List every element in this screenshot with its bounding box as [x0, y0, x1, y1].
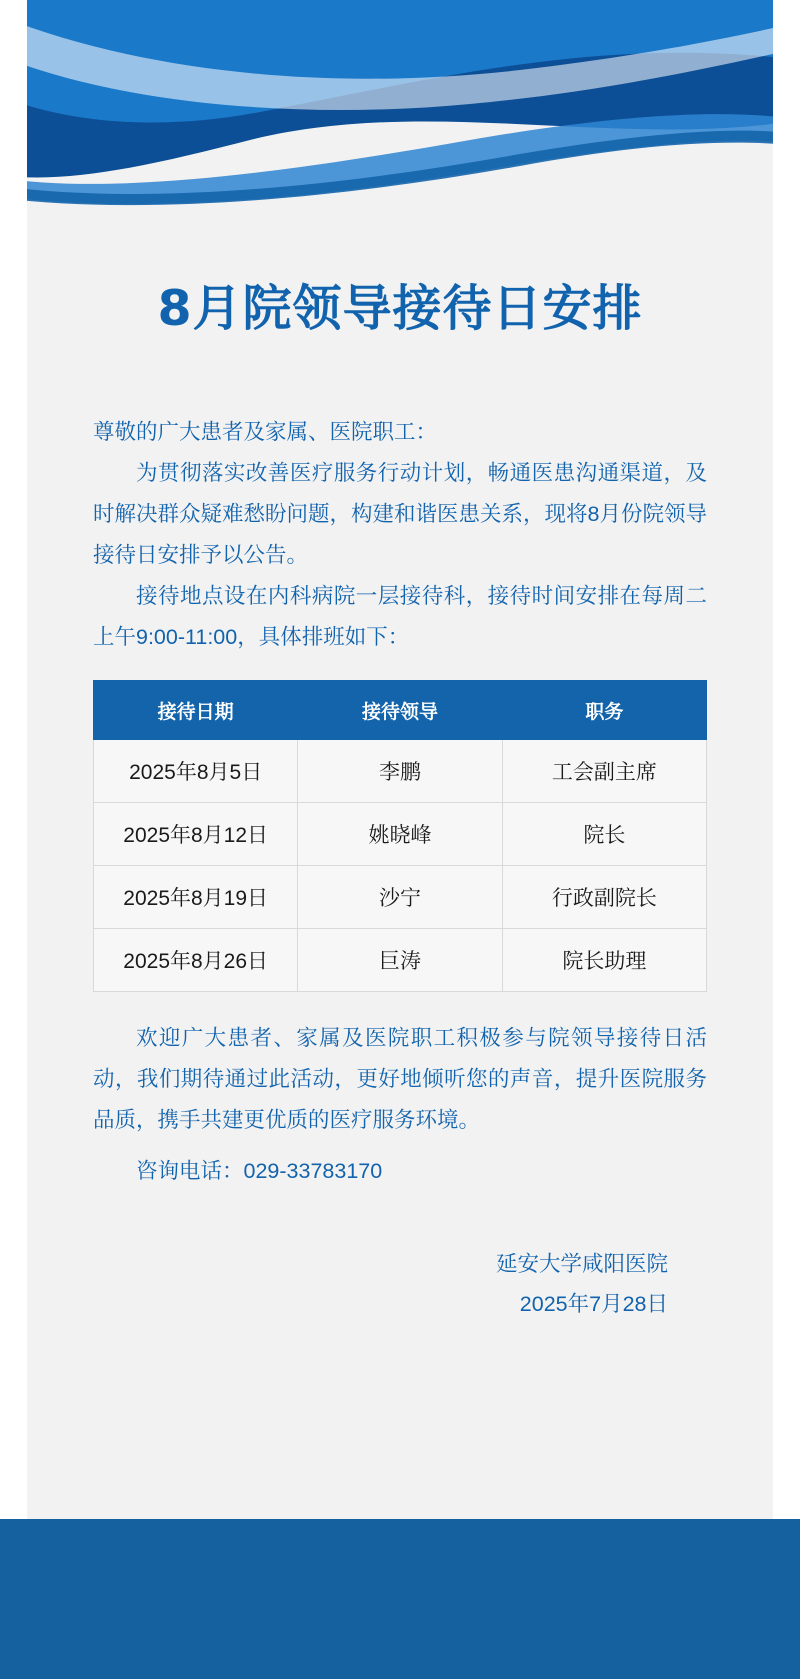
contact-phone-line: 咨询电话：029-33783170 [136, 1159, 383, 1183]
bottom-bar [0, 1519, 800, 1679]
top-wave-banner [0, 0, 800, 215]
cell-leader: 姚晓峰 [298, 803, 502, 866]
page-edge-left [0, 0, 27, 1679]
schedule-table-wrapper [27, 658, 773, 992]
table-row [94, 866, 707, 929]
column-header-position: 职务 [502, 681, 706, 740]
cell-leader: 巨涛 [298, 929, 502, 992]
cell-date: 2025年8月12日 [94, 803, 298, 866]
table-row [94, 929, 707, 992]
cell-date: 2025年8月5日 [94, 740, 298, 803]
table-header-row [94, 681, 707, 740]
signature-block [27, 1244, 773, 1324]
schedule-table [93, 680, 707, 992]
cell-date: 2025年8月26日 [94, 929, 298, 992]
poster-content [27, 215, 773, 1324]
paragraph-invitation: 欢迎广大患者、家属及医院职工积极参与院领导接待日活动，我们期待通过此活动，更好地倾听您的声音，提升医院服务品质，携手共建更优质的医疗服务环境。 [93, 1026, 707, 1132]
column-header-date: 接待日期 [94, 681, 298, 740]
paragraph-purpose: 为贯彻落实改善医疗服务行动计划，畅通医患沟通渠道，及时解决群众疑难愁盼问题，构建和谐医患关系，现将8月份院领导接待日安排予以公告。 [93, 461, 707, 567]
table-row [94, 740, 707, 803]
cell-position: 院长 [502, 803, 706, 866]
signature-date: 2025年7月28日 [519, 1292, 668, 1316]
cell-date: 2025年8月19日 [94, 866, 298, 929]
cell-leader: 李鹏 [298, 740, 502, 803]
page-edge-right [773, 0, 800, 1679]
table-row [94, 803, 707, 866]
paragraph-location-time: 接待地点设在内科病院一层接待科，接待时间安排在每周二上午9:00-11:00，具体排班如下： [93, 584, 707, 649]
column-header-leader: 接待领导 [298, 681, 502, 740]
cell-position: 工会副主席 [502, 740, 706, 803]
cell-leader: 沙宁 [298, 866, 502, 929]
cell-position: 院长助理 [502, 929, 706, 992]
signature-organization: 延安大学咸阳医院 [495, 1252, 668, 1276]
bottom-bar-inner [0, 1519, 800, 1679]
cell-position: 行政副院长 [502, 866, 706, 929]
page-title: 8月院领导接待日安排 [157, 280, 643, 337]
salutation-text: 尊敬的广大患者及家属、医院职工： [93, 420, 438, 444]
